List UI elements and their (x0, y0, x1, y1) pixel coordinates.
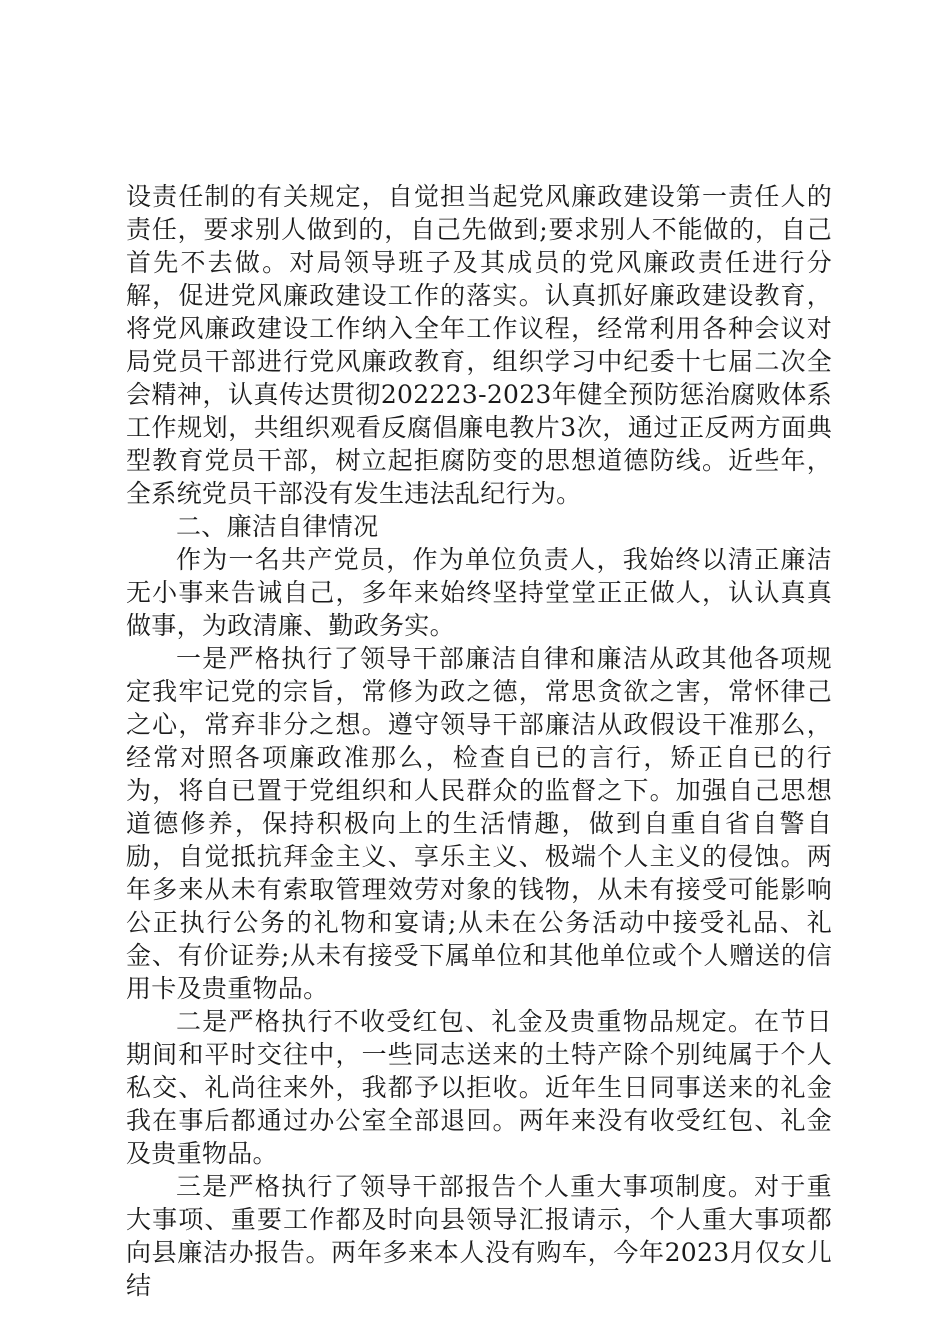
paragraph-intro: 作为一名共产党员，作为单位负责人，我始终以清正廉洁无小事来告诫自己，多年来始终坚持堂堂正正做人，认认真真做事，为政清廉、勤政务实。 (126, 545, 832, 640)
section-heading-integrity: 二、廉洁自律情况 (176, 512, 379, 541)
paragraph-point-one: 一是严格执行了领导干部廉洁自律和廉洁从政其他各项规定我牢记党的宗旨，常修为政之德，常思贪欲之害，常怀律己之心，常弃非分之想。遵守领导干部廉洁从政假设干准那么，经常对照各项廉政准那么，检查自已的言行，矫正自已的行为，将自已置于党组织和人民群众的监督之下。加强自己思想道德修养，保持积极向上的生活情趣，做到自重自省自警自励，自觉抵抗拜金主义、享乐主义、极端个人主义的侵蚀。两年多来从未有索取管理效劳对象的钱物，从未有接受可能影响公正执行公务的礼物和宴请;从未在公务活动中接受礼品、礼金、有价证券;从未有接受下属单位和其他单位或个人赠送的信用卡及贵重物品。 (126, 644, 832, 1003)
paragraph-point-two: 二是严格执行不收受红包、礼金及贵重物品规定。在节日期间和平时交往中，一些同志送来的土特产除个别纯属于个人私交、礼尚往来外，我都予以拒收。近年生日同事送来的礼金我在事后都通过办公室全部退回。两年来没有收受红包、礼金及贵重物品。 (126, 1007, 832, 1168)
document-body (126, 180, 832, 1302)
paragraph-continuation: 设责任制的有关规定，自觉担当起党风廉政建设第一责任人的责任，要求别人做到的，自己先做到;要求别人不能做的，自己首先不去做。对局领导班子及其成员的党风廉政责任进行分解，促进党风廉政建设工作的落实。认真抓好廉政建设教育，将党风廉政建设工作纳入全年工作议程，经常利用各种会议对局党员干部进行党风廉政教育，组织学习中纪委十七届二次全会精神，认真传达贯彻202223-2023年健全预防惩治腐败体系工作规划，共组织观看反腐倡廉电教片3次，通过正反两方面典型教育党员干部，树立起拒腐防变的思想道德防线。近些年，全系统党员干部没有发生违法乱纪行为。 (126, 182, 832, 508)
paragraph-point-three: 三是严格执行了领导干部报告个人重大事项制度。对于重大事项、重要工作都及时向县领导汇报请示，个人重大事项都向县廉洁办报告。两年多来本人没有购车，今年2023月仅女儿结 (126, 1172, 832, 1300)
